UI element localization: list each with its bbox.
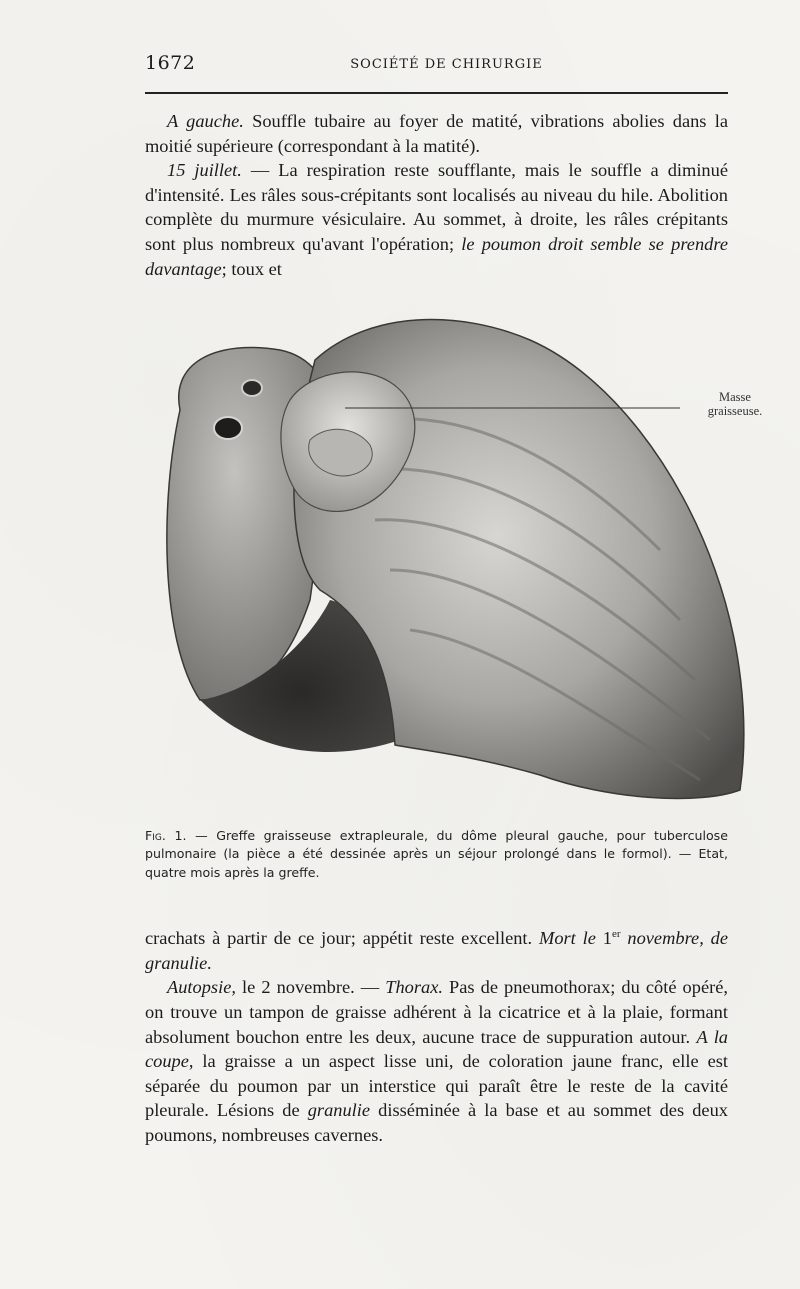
text-a-gauche: Souffle tubaire au foyer de matité, vibrations abolies dans la moitié supérieure (correspondant à la matité). <box>145 111 728 156</box>
header-rule <box>145 92 728 94</box>
lung-figure <box>140 300 780 810</box>
page-number: 1672 <box>145 52 196 74</box>
date-15-juillet: 15 juillet. <box>167 160 242 181</box>
vessel-opening-1 <box>214 417 242 439</box>
paragraph-crachats: crachats à partir de ce jour; appétit reste excellent. Mort le 1er novembre, de granulie. <box>145 928 729 973</box>
paragraph-autopsie: Autopsie, le 2 novembre. — Thorax. Pas de pneumothorax; du côté opéré, on trouve un tampon de graisse adhérent à la cicatrice et à la plaie, formant absolument bouchon entre les deux, aucune trace de suppuration autour. A la coupe, la graisse a un aspect lisse uni, de coloration jaune franc, elle est séparée du poumon par un interstice qui paraît être le reste de la cavité pleurale. Lésions de granulie disséminée à la base et au sommet des deux poumons, nombreuses cavernes. <box>145 977 728 1145</box>
italic-a-gauche: A gauche. <box>167 111 244 131</box>
paragraph-15-juillet <box>145 158 728 281</box>
text-15-juillet: — La respiration reste soufflante, mais le souffle a diminué d'intensité. Les râles sous-crépitants sont localisés au niveau du hile. Abolition complète du murmure vésiculaire. Au sommet, à droite, les râles crépitants sont plus nombreux qu'avant l'opération; <box>145 160 728 254</box>
page-header <box>145 52 728 82</box>
figure-label-masse-graisseuse: Masse graisseuse. <box>707 390 763 418</box>
figure-tag: Fig. 1. <box>145 828 187 843</box>
vessel-opening-2 <box>242 380 262 396</box>
text-toux-et: ; toux et <box>221 258 282 279</box>
figure-caption <box>145 827 728 882</box>
bottom-text-block <box>145 922 728 1147</box>
lung-illustration <box>140 300 780 810</box>
caption-text: — Greffe graisseuse extrapleurale, du dôme pleural gauche, pour tuberculose pulmonaire (la pièce a été dessinée après un séjour prolongé dans le formol). — Etat, quatre mois après la greffe. <box>145 828 728 880</box>
italic-poumon-droit: le poumon droit semble se prendre davantage <box>145 233 728 279</box>
top-text-block <box>145 109 728 281</box>
paragraph-a-gauche <box>145 109 728 158</box>
running-title: SOCIÉTÉ DE CHIRURGIE <box>350 57 543 72</box>
